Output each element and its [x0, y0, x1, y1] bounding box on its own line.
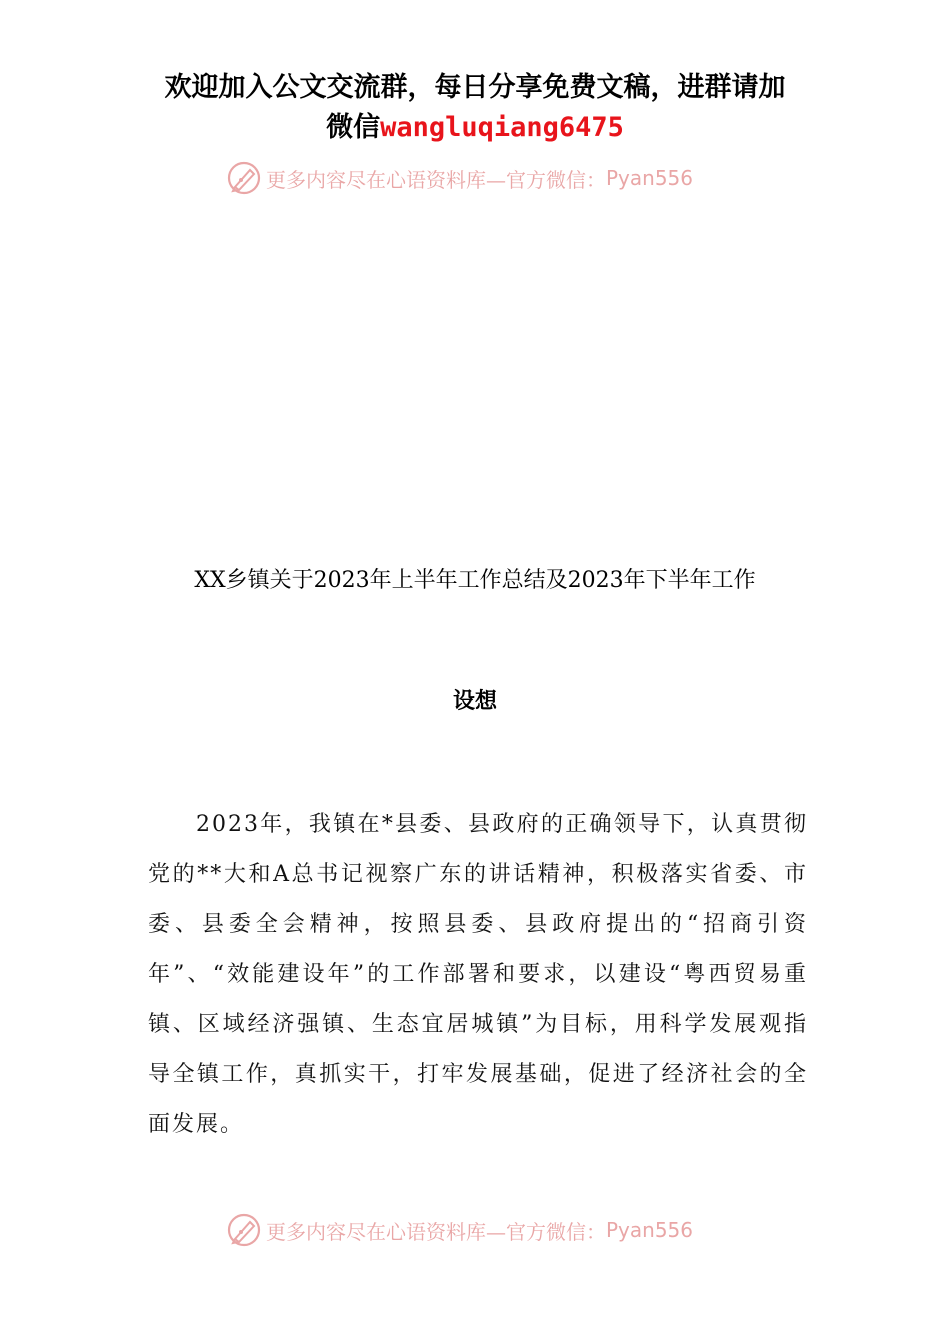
wechat-id: wangluqiang6475	[380, 112, 624, 143]
watermark-id: Pyan556	[606, 1218, 694, 1242]
document-title-line-1: XX乡镇关于2023年上半年工作总结及2023年下半年工作	[194, 568, 756, 593]
pen-logo-icon	[226, 160, 262, 196]
watermark-id: Pyan556	[606, 166, 694, 190]
body-paragraph: 2023年，我镇在*县委、县政府的正确领导下，认真贯彻党的**大和A总书记视察广东的讲话精神，积极落实省委、市委、县委全会精神，按照县委、县政府提出的“招商引资年”、“效能建设年”的工作部署和要求，以建设“粤西贸易重镇、区域经济强镇、生态宜居城镇”为目标，用科学发展观指导全镇工作，真抓实干，打牢发展基础，促进了经济社会的全面发展。	[148, 812, 808, 1137]
promo-line-1: 欢迎加入公文交流群，每日分享免费文稿，进群请加	[164, 72, 786, 103]
promo-line-2	[0, 108, 950, 148]
watermark-bottom	[226, 1212, 746, 1248]
promo-banner	[0, 68, 950, 148]
watermark-top	[226, 160, 746, 196]
promo-wechat-label: 微信	[326, 112, 381, 143]
watermark-text: 更多内容尽在心语资料库—官方微信：	[266, 1219, 606, 1244]
pen-logo-icon	[226, 1212, 262, 1248]
watermark-text: 更多内容尽在心语资料库—官方微信：	[266, 167, 606, 192]
document-title-line-2: 设想	[452, 688, 497, 714]
